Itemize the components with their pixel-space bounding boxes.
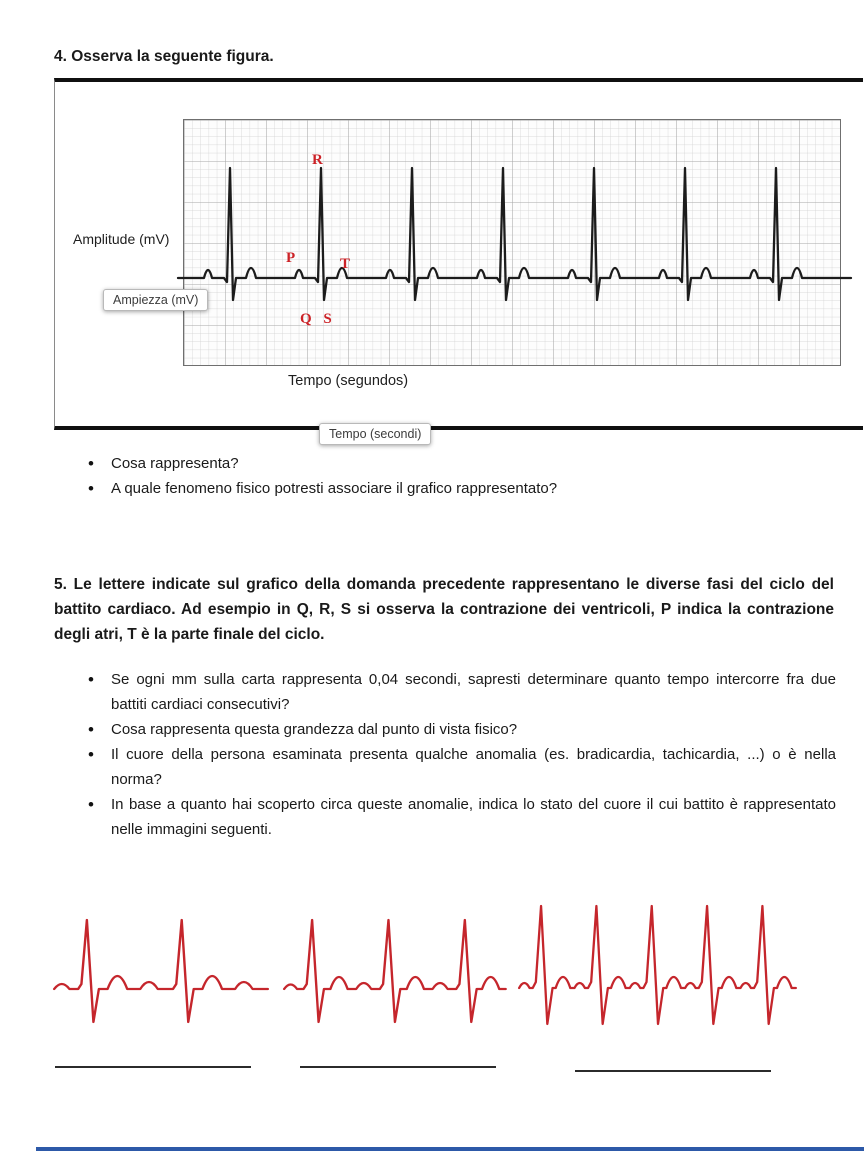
- question-4-heading: 4. Osserva la seguente figura.: [54, 48, 274, 65]
- answer-blank-3: [575, 1070, 771, 1072]
- ecg-trace-2: [282, 892, 510, 1042]
- bullet-item: • Cosa rappresenta questa grandezza dal punto di vista fisico?: [84, 717, 836, 742]
- wave-label-t: T: [340, 256, 351, 272]
- question-5-bullets: [84, 667, 836, 842]
- amplitude-axis-label: Amplitude (mV): [73, 231, 170, 247]
- ecg-trace-3-path: [519, 906, 796, 1024]
- bullet-item: • In base a quanto hai scoperto circa queste anomalie, indica lo stato del cuore il cui battito è rappresentato nelle immagini seguenti.: [84, 792, 836, 842]
- question-5-heading: 5. Le lettere indicate sul grafico della domanda precedente rappresentano le diverse fasi del ciclo del battito cardiaco. Ad esempio in Q, R, S si osserva la contrazione dei ventricoli, P indica la contrazione degli atri, T è la parte finale del ciclo.: [54, 576, 834, 643]
- footer-divider: [36, 1147, 864, 1151]
- answer-blank-1: [55, 1066, 251, 1068]
- ecg-graph-svg: [184, 120, 840, 365]
- amplitude-axis-label-overlay: Ampiezza (mV): [103, 289, 208, 311]
- ecg-trace-2-path: [284, 920, 506, 1022]
- bullet-item: • A quale fenomeno fisico potresti associare il grafico rappresentato?: [84, 476, 804, 501]
- bullet-item: • Il cuore della persona esaminata presenta qualche anomalia (es. bradicardia, tachicardia, ...) o è nella norma?: [84, 742, 836, 792]
- bullet-item: • Cosa rappresenta?: [84, 451, 804, 476]
- ecg-trace-3: [516, 888, 800, 1046]
- ecg-trace-1-path: [54, 920, 268, 1022]
- ecg-figure: [54, 78, 863, 441]
- ecg-graph-frame: [183, 119, 841, 366]
- time-axis-label-overlay: Tempo (secondi): [319, 423, 431, 445]
- ecg-trace-1: [52, 892, 270, 1042]
- wave-label-qs: Q S: [300, 311, 336, 327]
- bullet-item: • Se ogni mm sulla carta rappresenta 0,04 secondi, sapresti determinare quanto tempo intercorre fra due battiti cardiaci consecutivi?: [84, 667, 836, 717]
- wave-label-r: R: [312, 152, 323, 168]
- wave-label-p: P: [286, 250, 296, 266]
- time-axis-label: Tempo (segundos): [288, 373, 409, 389]
- question-4-bullets: [84, 451, 804, 501]
- ecg-grid: [184, 120, 840, 365]
- answer-blank-2: [300, 1066, 496, 1068]
